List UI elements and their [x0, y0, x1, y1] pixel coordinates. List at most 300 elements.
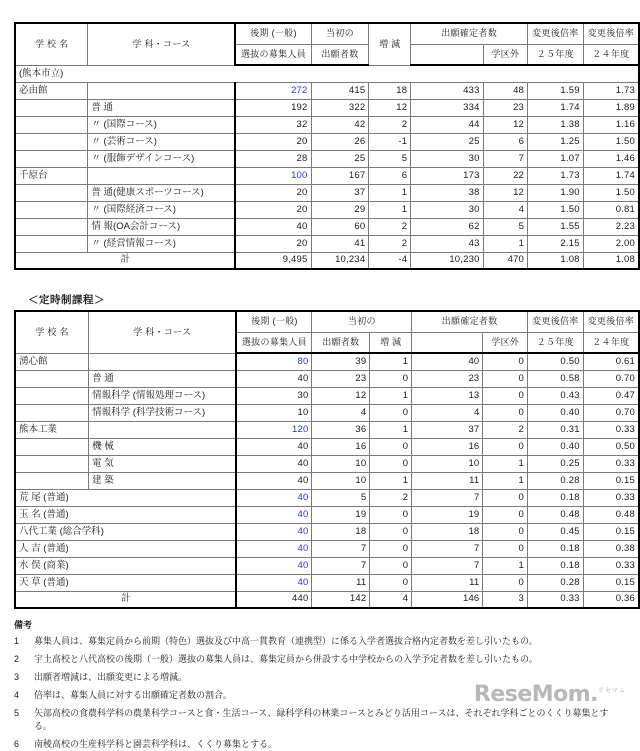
note-number: 2: [14, 654, 20, 665]
cell-ratio-25: 1.50: [528, 201, 584, 218]
cell-quota: 10: [236, 404, 312, 421]
cell-ratio-24: 0.33: [583, 489, 639, 506]
cell-quota: 40: [236, 489, 312, 506]
header-outside-district: 学区外: [483, 44, 527, 65]
cell-outside-district: 23: [483, 99, 527, 116]
cell-total-quota: 9,495: [235, 252, 311, 269]
cell-course-name: 〃 (国際経済コース): [88, 201, 236, 218]
cell-ratio-25: 0.43: [528, 387, 584, 404]
cell-ratio-24: 0.15: [583, 472, 639, 489]
cell-change: 2: [370, 489, 412, 506]
cell-initial-applicants: 16: [312, 438, 370, 455]
cell-outside-district: 22: [483, 167, 527, 184]
table-row: [15, 218, 639, 235]
resemom-watermark-logo: [474, 682, 626, 707]
cell-change: 18: [369, 82, 411, 99]
cell-initial-applicants: 60: [311, 218, 369, 235]
cell-confirmed-applicants: 11: [412, 574, 483, 591]
cell-initial-applicants: 10: [312, 472, 370, 489]
cell-ratio-25: 0.58: [528, 370, 584, 387]
cell-ratio-24: 1.50: [583, 184, 639, 201]
cell-confirmed-applicants: 38: [411, 184, 483, 201]
cell-initial-applicants: 36: [312, 421, 370, 438]
note-text: 出願者増減は、出願変更による増減。: [34, 672, 188, 683]
table-row: [15, 353, 639, 370]
cell-total-quota: 440: [236, 591, 312, 608]
cell-change: 6: [369, 167, 411, 184]
cell-ratio-25: 0.25: [528, 455, 584, 472]
table2-wrapper: [0, 270, 640, 609]
cell-initial-applicants: 19: [312, 506, 370, 523]
note-text: 南稜高校の生産科学科と園芸科学科は、くくり募集とする。: [34, 739, 278, 750]
header-confirmed-blank: [411, 44, 483, 65]
cell-ratio-24: 1.74: [583, 167, 639, 184]
cell-confirmed-applicants: 4: [412, 404, 483, 421]
cell-change: -1: [369, 133, 411, 150]
watermark-text: ReseMom.: [473, 682, 599, 707]
cell-ratio-25: 0.28: [528, 472, 584, 489]
cell-ratio-24: 0.38: [583, 540, 639, 557]
table-total-row: [15, 252, 639, 269]
cell-outside-district: 0: [483, 353, 528, 370]
cell-quota: 32: [235, 116, 311, 133]
table-row: [15, 574, 639, 591]
cell-initial-applicants: 37: [311, 184, 369, 201]
cell-ratio-25: 1.74: [528, 99, 584, 116]
note-item: [14, 635, 626, 648]
cell-quota: 40: [236, 472, 312, 489]
note-number: 4: [14, 690, 20, 701]
header-quota-line1: 後期 (一般): [236, 311, 312, 332]
cell-quota: 100: [235, 167, 311, 184]
cell-change: 0: [370, 540, 412, 557]
table-row: [15, 421, 639, 438]
cell-confirmed-applicants: 13: [412, 387, 483, 404]
cell-ratio-25: 1.38: [528, 116, 584, 133]
table1-body: [15, 65, 639, 269]
header-course-name: 学 科・コース: [89, 311, 237, 353]
cell-quota: 30: [236, 387, 312, 404]
cell-ratio-24: 0.33: [583, 557, 639, 574]
cell-total-label: 計: [15, 591, 236, 608]
cell-course-name: [88, 167, 236, 184]
cell-course-name: 普 通: [89, 370, 237, 387]
cell-course-name: 〃 (国際コース): [88, 116, 236, 133]
cell-ratio-24: 1.73: [583, 82, 639, 99]
cell-outside-district: 48: [483, 82, 527, 99]
cell-ratio-25: 1.07: [528, 150, 584, 167]
table2-header-row-1: [15, 311, 639, 332]
cell-total-confirmed: 10,230: [411, 252, 483, 269]
cell-outside-district: 0: [483, 506, 528, 523]
cell-ratio-24: 0.70: [583, 370, 639, 387]
cell-confirmed-applicants: 43: [411, 235, 483, 252]
cell-school-name: [15, 184, 88, 201]
header-school-name: 学 校 名: [15, 23, 88, 65]
cell-confirmed-applicants: 30: [411, 201, 483, 218]
cell-ratio-25: 0.48: [528, 506, 584, 523]
note-text: 募集人員は、募集定員から前期（特色）選抜及び中高一貫教育（連携型）に係る入学者選抜合格内定者数を差し引いたもの。: [34, 636, 538, 647]
cell-ratio-25: 1.59: [528, 82, 584, 99]
cell-change: 0: [370, 404, 412, 421]
cell-initial-applicants: 25: [311, 150, 369, 167]
cell-change: 1: [370, 421, 412, 438]
cell-initial-applicants: 11: [312, 574, 370, 591]
cell-quota: 40: [235, 218, 311, 235]
cell-ratio-24: 0.47: [583, 387, 639, 404]
cell-quota: 192: [235, 99, 311, 116]
cell-school-name: 熊本工業: [15, 421, 89, 438]
cell-ratio-25: 1.90: [528, 184, 584, 201]
table-row: [15, 184, 639, 201]
cell-confirmed-applicants: 44: [411, 116, 483, 133]
cell-school-name: [15, 438, 89, 455]
cell-quota: 20: [235, 184, 311, 201]
note-number: 5: [14, 708, 20, 719]
cell-total-label: 計: [15, 252, 235, 269]
cell-ratio-25: 2.15: [528, 235, 584, 252]
cell-school-name: [15, 370, 89, 387]
cell-confirmed-applicants: 37: [412, 421, 483, 438]
header-ratio24-line2: ２４年度: [583, 332, 639, 353]
cell-outside-district: 4: [483, 201, 527, 218]
cell-confirmed-applicants: 40: [412, 353, 483, 370]
cell-initial-applicants: 41: [311, 235, 369, 252]
cell-school-name: [15, 235, 88, 252]
cell-ratio-24: 0.81: [583, 201, 639, 218]
cell-change: 12: [369, 99, 411, 116]
group-header-row: [15, 65, 639, 82]
cell-ratio-25: 1.55: [528, 218, 584, 235]
cell-initial-applicants: 18: [312, 523, 370, 540]
note-number: 6: [14, 739, 20, 750]
cell-outside-district: 12: [483, 184, 527, 201]
cell-change: 0: [370, 557, 412, 574]
cell-school-name: [15, 218, 88, 235]
table-row: [15, 99, 639, 116]
cell-course-name: 情 報(OA会計コース): [88, 218, 236, 235]
cell-confirmed-applicants: 18: [412, 523, 483, 540]
cell-total-ratio-24: 1.08: [583, 252, 639, 269]
table-total-row: [15, 591, 639, 608]
table-row: [15, 438, 639, 455]
cell-course-name: 建 築: [89, 472, 237, 489]
table-row: [15, 523, 639, 540]
note-number: 1: [14, 636, 20, 647]
cell-course-name: [89, 353, 237, 370]
cell-outside-district: 12: [483, 116, 527, 133]
cell-confirmed-applicants: 10: [412, 455, 483, 472]
cell-total-ratio-24: 0.36: [583, 591, 639, 608]
cell-initial-applicants: 23: [312, 370, 370, 387]
cell-course-name: [89, 421, 237, 438]
table-row: [15, 82, 639, 99]
cell-initial-applicants: 322: [311, 99, 369, 116]
table-row: [15, 557, 639, 574]
cell-school-name: 玉 名 (普通): [15, 506, 236, 523]
cell-school-name: 天 草 (普通): [15, 574, 236, 591]
cell-ratio-24: 1.46: [583, 150, 639, 167]
cell-confirmed-applicants: 62: [411, 218, 483, 235]
cell-outside-district: 1: [483, 235, 527, 252]
cell-ratio-24: 2.00: [583, 235, 639, 252]
cell-ratio-24: 2.23: [583, 218, 639, 235]
cell-ratio-24: 0.50: [583, 438, 639, 455]
header-quota-line2: 選抜の募集人員: [235, 44, 311, 65]
cell-change: 0: [370, 574, 412, 591]
note-item: [14, 707, 626, 733]
cell-initial-applicants: 415: [311, 82, 369, 99]
cell-confirmed-applicants: 433: [411, 82, 483, 99]
cell-school-name: [15, 133, 88, 150]
cell-quota: 20: [235, 201, 311, 218]
header-initial-line1: 当初の: [311, 23, 369, 44]
group-label-kumamoto-city: (熊本市立): [15, 65, 639, 82]
cell-quota: 80: [236, 353, 312, 370]
admissions-table-parttime: [14, 310, 640, 609]
cell-total-initial: 10,234: [311, 252, 369, 269]
header-initial-line2: 出願者数: [311, 44, 369, 65]
table-row: [15, 404, 639, 421]
cell-confirmed-applicants: 7: [412, 540, 483, 557]
cell-outside-district: 1: [483, 557, 528, 574]
header-initial-line1: 当初の: [312, 311, 412, 332]
note-text: 宇土高校と八代高校の後期（一般）選抜の募集人員は、募集定員から併設する中学校からの入学予定者数を差し引いたもの。: [34, 654, 538, 665]
cell-change: 2: [369, 235, 411, 252]
cell-ratio-25: 0.18: [528, 540, 584, 557]
cell-school-name: 必由館: [15, 82, 88, 99]
cell-initial-applicants: 12: [312, 387, 370, 404]
cell-total-ratio-25: 1.08: [528, 252, 584, 269]
cell-total-confirmed: 146: [412, 591, 483, 608]
cell-quota: 40: [236, 506, 312, 523]
header-confirmed: 出願確定者数: [412, 311, 528, 332]
section-label-teijisei: ＜定時制課程＞: [28, 294, 105, 306]
cell-ratio-25: 0.18: [528, 489, 584, 506]
cell-change: 1: [370, 472, 412, 489]
header-school-name: 学 校 名: [15, 311, 89, 353]
cell-confirmed-applicants: 16: [412, 438, 483, 455]
cell-outside-district: 0: [483, 404, 528, 421]
cell-ratio-24: 0.61: [583, 353, 639, 370]
cell-school-name: [15, 387, 89, 404]
cell-change: 0: [370, 455, 412, 472]
cell-total-change: 4: [370, 591, 412, 608]
cell-ratio-24: 1.89: [583, 99, 639, 116]
table1-header-row-1: [15, 23, 639, 44]
cell-confirmed-applicants: 173: [411, 167, 483, 184]
cell-total-outside: 470: [483, 252, 527, 269]
cell-outside-district: 0: [483, 489, 528, 506]
cell-confirmed-applicants: 7: [412, 489, 483, 506]
header-quota-line2: 選抜の募集人員: [236, 332, 312, 353]
cell-school-name: [15, 472, 89, 489]
cell-confirmed-applicants: 19: [412, 506, 483, 523]
cell-school-name: [15, 404, 89, 421]
cell-change: 0: [370, 438, 412, 455]
table-row: [15, 150, 639, 167]
cell-ratio-24: 0.48: [583, 506, 639, 523]
cell-school-name: 千原台: [15, 167, 88, 184]
cell-ratio-24: 0.70: [583, 404, 639, 421]
cell-school-name: 荒 尾 (普通): [15, 489, 236, 506]
header-ratio24-line2: ２４年度: [583, 44, 639, 65]
header-confirmed-blank: [412, 332, 483, 353]
cell-outside-district: 6: [483, 133, 527, 150]
table-row: [15, 370, 639, 387]
cell-quota: 120: [236, 421, 312, 438]
cell-change: 1: [370, 353, 412, 370]
header-course-name: 学 科・コース: [88, 23, 236, 65]
cell-course-name: 普 通: [88, 99, 236, 116]
cell-outside-district: 0: [483, 574, 528, 591]
cell-quota: 40: [236, 557, 312, 574]
header-ratio24-line1: 変更後倍率: [583, 311, 639, 332]
cell-quota: 28: [235, 150, 311, 167]
header-confirmed: 出願確定者数: [411, 23, 528, 44]
cell-quota: 20: [235, 235, 311, 252]
cell-ratio-25: 0.40: [528, 438, 584, 455]
header-ratio25-line2: ２５年度: [528, 332, 584, 353]
cell-change: 1: [369, 184, 411, 201]
cell-outside-district: 0: [483, 387, 528, 404]
cell-initial-applicants: 5: [312, 489, 370, 506]
notes-heading: 備考: [14, 620, 33, 630]
cell-quota: 272: [235, 82, 311, 99]
header-change: 増 減: [369, 23, 411, 65]
cell-change: 0: [370, 370, 412, 387]
cell-confirmed-applicants: 7: [412, 557, 483, 574]
table-row: [15, 506, 639, 523]
cell-initial-applicants: 7: [312, 557, 370, 574]
cell-change: 5: [369, 150, 411, 167]
table-row: [15, 201, 639, 218]
cell-ratio-25: 0.45: [528, 523, 584, 540]
cell-school-name: [15, 455, 89, 472]
cell-school-name: 人 吉 (普通): [15, 540, 236, 557]
table-row: [15, 235, 639, 252]
cell-quota: 40: [236, 523, 312, 540]
cell-ratio-24: 0.33: [583, 455, 639, 472]
cell-initial-applicants: 4: [312, 404, 370, 421]
header-ratio24-line1: 変更後倍率: [583, 23, 639, 44]
cell-initial-applicants: 26: [311, 133, 369, 150]
cell-total-outside: 3: [483, 591, 528, 608]
cell-course-name: 機 械: [89, 438, 237, 455]
cell-initial-applicants: 167: [311, 167, 369, 184]
cell-ratio-25: 0.31: [528, 421, 584, 438]
cell-initial-applicants: 42: [311, 116, 369, 133]
cell-change: 2: [369, 116, 411, 133]
header-ratio25-line2: ２５年度: [528, 44, 584, 65]
cell-course-name: 〃 (服飾デザインコース): [88, 150, 236, 167]
cell-outside-district: 7: [483, 150, 527, 167]
cell-total-change: -4: [369, 252, 411, 269]
table-row: [15, 116, 639, 133]
cell-confirmed-applicants: 334: [411, 99, 483, 116]
cell-ratio-24: 0.15: [583, 523, 639, 540]
cell-ratio-24: 0.15: [583, 574, 639, 591]
cell-course-name: [88, 82, 236, 99]
cell-school-name: 水 俣 (商業): [15, 557, 236, 574]
note-text: 倍率は、募集人員に対する出願確定者数の割合。: [34, 690, 233, 701]
cell-course-name: 普 通(健康スポーツコース): [88, 184, 236, 201]
admissions-table-fulltime: [14, 22, 640, 270]
header-ratio25-line1: 変更後倍率: [528, 311, 584, 332]
cell-school-name: [15, 116, 88, 133]
cell-school-name: 湧心館: [15, 353, 89, 370]
note-item: [14, 653, 626, 666]
cell-total-ratio-25: 0.33: [528, 591, 584, 608]
cell-change: 0: [370, 506, 412, 523]
cell-course-name: 情報科学 (情報処理コース): [89, 387, 237, 404]
cell-confirmed-applicants: 23: [412, 370, 483, 387]
cell-outside-district: 1: [483, 472, 528, 489]
cell-ratio-25: 1.25: [528, 133, 584, 150]
note-item: [14, 738, 626, 751]
cell-ratio-25: 0.28: [528, 574, 584, 591]
note-text: 矢部高校の食農科学科の農業科学コースと食・生活コース、緑科学科の林業コースとみどり活用コースは、それぞれ学科ごとのくくり募集とする。: [34, 708, 609, 732]
cell-initial-applicants: 10: [312, 455, 370, 472]
cell-course-name: 電 気: [89, 455, 237, 472]
header-initial-line2: 出願者数: [312, 332, 370, 353]
cell-outside-district: 5: [483, 218, 527, 235]
cell-ratio-24: 0.33: [583, 421, 639, 438]
cell-course-name: 〃 (芸術コース): [88, 133, 236, 150]
note-number: 3: [14, 672, 20, 683]
cell-ratio-25: 0.40: [528, 404, 584, 421]
table-row: [15, 455, 639, 472]
cell-outside-district: 0: [483, 523, 528, 540]
cell-ratio-25: 0.50: [528, 353, 584, 370]
cell-quota: 20: [235, 133, 311, 150]
cell-ratio-24: 1.16: [583, 116, 639, 133]
table-row: [15, 489, 639, 506]
table2-body: [15, 353, 639, 608]
cell-initial-applicants: 7: [312, 540, 370, 557]
table-row: [15, 167, 639, 184]
table-row: [15, 540, 639, 557]
header-ratio25-line1: 変更後倍率: [528, 23, 584, 44]
cell-school-name: 八代工業 (総合学科): [15, 523, 236, 540]
header-change: 増 減: [370, 332, 412, 353]
cell-outside-district: 1: [483, 455, 528, 472]
cell-outside-district: 0: [483, 370, 528, 387]
cell-change: 1: [369, 201, 411, 218]
cell-course-name: 情報科学 (科学技術コース): [89, 404, 237, 421]
cell-initial-applicants: 39: [312, 353, 370, 370]
table1-wrapper: [0, 0, 640, 270]
cell-outside-district: 0: [483, 540, 528, 557]
cell-school-name: [15, 99, 88, 116]
cell-quota: 40: [236, 540, 312, 557]
cell-change: 0: [370, 523, 412, 540]
cell-total-initial: 142: [312, 591, 370, 608]
cell-quota: 40: [236, 455, 312, 472]
cell-confirmed-applicants: 30: [411, 150, 483, 167]
cell-confirmed-applicants: 25: [411, 133, 483, 150]
cell-school-name: [15, 150, 88, 167]
cell-ratio-25: 1.73: [528, 167, 584, 184]
cell-outside-district: 2: [483, 421, 528, 438]
cell-quota: 40: [236, 438, 312, 455]
cell-course-name: 〃 (経営情報コース): [88, 235, 236, 252]
header-quota-line1: 後期 (一般): [235, 23, 311, 44]
cell-change: 1: [370, 387, 412, 404]
cell-initial-applicants: 29: [311, 201, 369, 218]
cell-ratio-25: 0.18: [528, 557, 584, 574]
cell-change: 2: [369, 218, 411, 235]
